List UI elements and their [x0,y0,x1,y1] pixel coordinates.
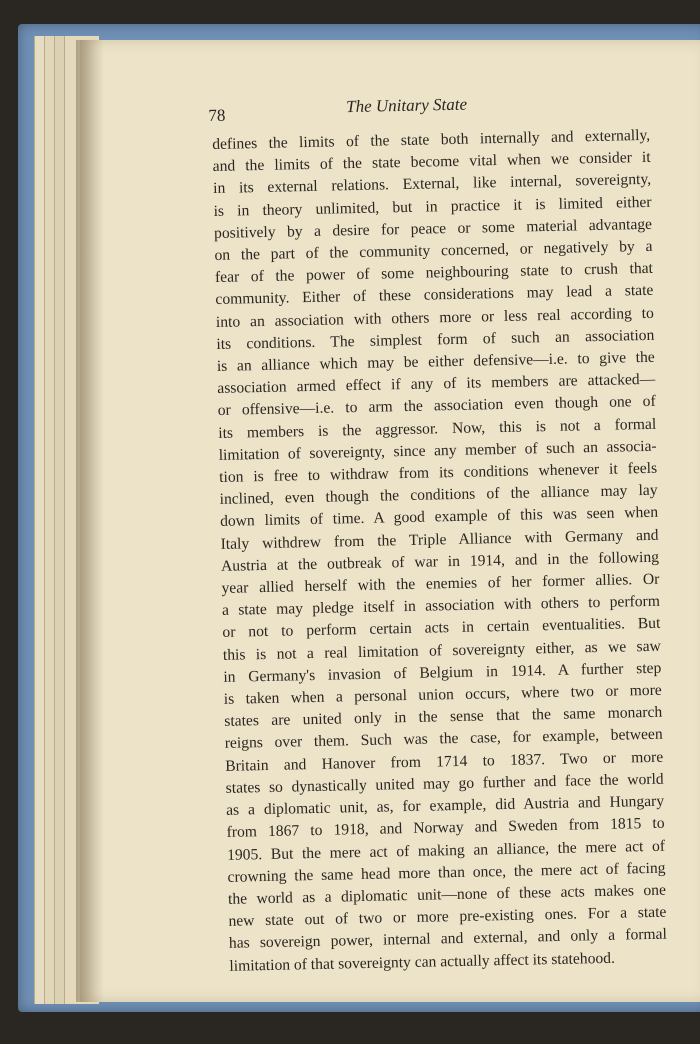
text-line: 1905. But the mere act of making an alliance, the mere act of [226,837,666,864]
text-line: a state may pledge itself in association with others to perform [221,592,661,620]
text-line: Austria at the outbreak of war in 1914, and in the following [220,548,660,575]
text-line: states are united only in the sense that the same monarch [224,703,663,731]
text-line: its members is the aggressor. Now, this is not a formal [218,415,657,442]
text-line: reigns over them. Such was the case, for example, between [224,726,663,753]
text-line: its conditions. The simplest form of such an association [216,326,655,353]
text-line: from 1867 to 1918, and Norway and Sweden from 1815 to [226,814,665,842]
body-text [212,125,668,978]
text-line: is in theory unlimited, but in practice it is limited either [213,193,652,220]
text-line: and the limits of the state become vital when we consider it [212,149,651,176]
text-line: positively by a desire for peace or some material advantage [213,215,653,242]
text-line: limitation of that sovereignty can actually affect its statehood. [229,949,616,975]
text-line: down limits of time. A good example of this was seen when [219,504,659,531]
page-number: 78 [208,105,226,125]
text-line: Britain and Hanover from 1714 to 1837. Two or more [225,748,664,775]
text-line: or not to perform certain acts in certain eventualities. But [222,615,661,642]
text-line: is an alliance which may be either defensive—i.e. to give the [216,348,655,375]
text-line: limitation of sovereignty, since any member of such an associa- [218,437,657,464]
text-line: year allied herself with the enemies of her former allies. Or [221,570,660,597]
text-line: inclined, even though the conditions of the alliance may lay [219,481,658,509]
text-line: crowning the same head more than once, the mere act of facing [227,859,666,886]
text-line: as a diplomatic unit, as, for example, did Austria and Hungary [225,792,665,819]
running-title: The Unitary State [345,94,468,117]
text-line: association armed effect if any of its members are attacked— [217,371,656,398]
text-line: in Germany's invasion of Belgium in 1914. A further step [223,659,662,686]
text-line: the world as a diplomatic unit—none of these acts makes one [227,881,667,908]
text-line: this is not a real limitation of sovereignty either, as we saw [222,637,661,664]
text-line: new state out of two or more pre-existing ones. For a state [228,903,667,930]
text-line: states so dynastically united may go further and face the world [225,770,664,797]
text-line: in its external relations. External, like internal, sovereignty, [212,171,652,198]
text-line: or offensive—i.e. to arm the association even though one of [217,393,656,420]
text-line: has sovereign power, internal and external, and only a formal [228,925,668,953]
text-line: tion is free to withdraw from its conditions whenever it feels [219,459,658,486]
text-line: community. Either of these considerations may lead a state [215,282,654,309]
text-line: fear of the power of some neighbouring state to crush that [214,260,654,287]
text-line: on the part of the community concerned, or negatively by a [214,237,653,264]
text-line: is taken when a personal union occurs, where two or more [223,681,662,708]
gutter-shadow [76,40,104,1002]
text-line: into an association with others more or less real according to [215,304,655,331]
text-line: defines the limits of the state both internally and externally, [212,126,651,153]
text-line: Italy withdrew from the Triple Alliance with Germany and [220,526,659,553]
